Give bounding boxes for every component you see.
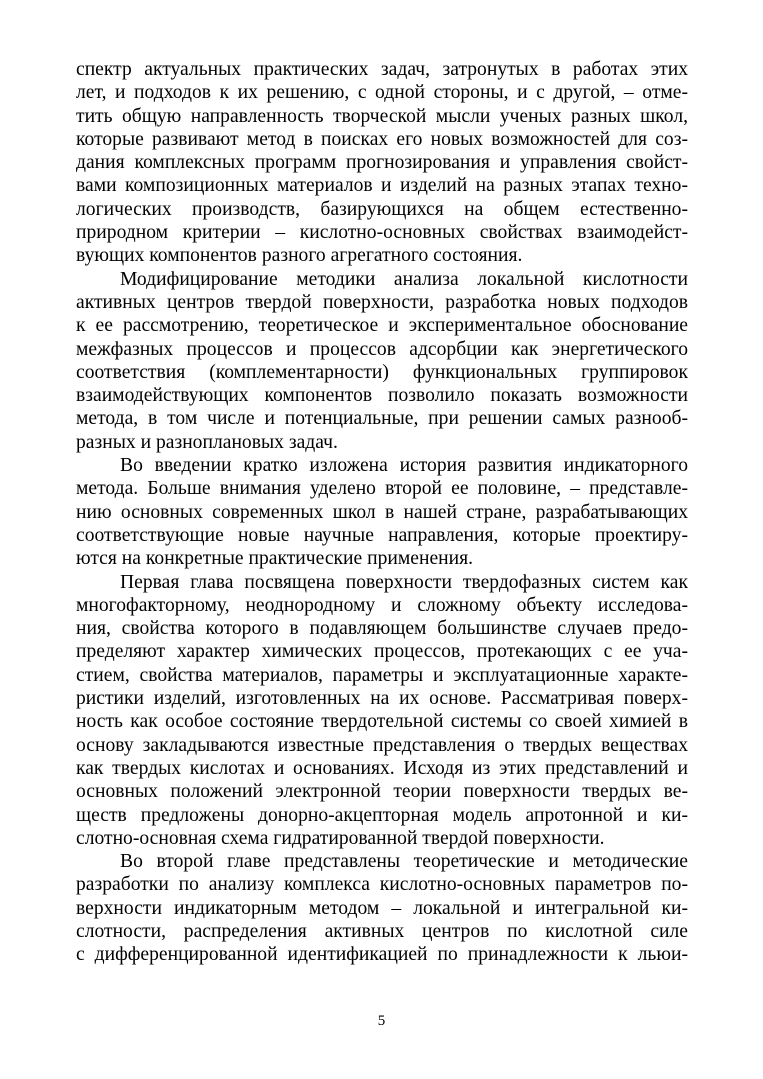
text-line: которые развивают метод в поисках его новых возможностей для соз- <box>76 128 688 150</box>
text-line: активных центров твердой поверхности, разработка новых подходов <box>76 291 688 313</box>
text-line: ность как особое состояние твердотельной системы со своей химией в <box>76 711 688 733</box>
paragraph <box>76 58 688 268</box>
text-line: стием, свойства материалов, параметры и эксплуатационные характе- <box>76 664 688 686</box>
text-line: слотности, распределения активных центров по кислотной силе <box>76 920 688 942</box>
text-line: вами композиционных материалов и изделий на разных этапах техно- <box>76 175 688 197</box>
text-line: межфазных процессов и процессов адсорбции как энергетического <box>76 338 688 360</box>
text-line: верхности индикаторным методом – локальной и интегральной ки- <box>76 897 688 919</box>
text-line: Модифицирование методики анализа локальной кислотности <box>120 268 688 290</box>
paragraph <box>76 571 688 851</box>
text-line: лет, и подходов к их решению, с одной стороны, и с другой, – отме- <box>76 82 688 104</box>
text-line: взаимодействующих компонентов позволило показать возможности <box>76 385 688 407</box>
text-line: разных и разноплановых задач. <box>76 431 338 453</box>
text-line: вующих компонентов разного агрегатного состояния. <box>76 245 523 267</box>
paragraph <box>76 268 688 454</box>
text-line: многофакторному, неоднородному и сложному объекту исследова- <box>76 594 688 616</box>
page-number: 5 <box>377 1013 386 1029</box>
paragraph <box>76 850 688 966</box>
text-line: ния, свойства которого в подавляющем большинстве случаев предо- <box>76 618 688 640</box>
text-line: пределяют характер химических процессов, протекающих с ее уча- <box>76 641 688 663</box>
text-line: спектр актуальных практических задач, затронутых в работах этих <box>76 59 688 80</box>
text-line: метода, в том числе и потенциальные, при решении самых разнооб- <box>76 408 688 430</box>
text-line: соответствия (комплементарности) функциональных группировок <box>76 361 688 383</box>
text-line: логических производств, базирующихся на общем естественно- <box>76 198 688 220</box>
text-line: Первая глава посвящена поверхности твердофазных систем как <box>120 571 688 593</box>
text-line: разработки по анализу комплекса кислотно-основных параметров по- <box>76 874 688 896</box>
text-line: слотно-основная схема гидратированной твердой поверхности. <box>76 827 605 849</box>
document-body <box>76 58 688 967</box>
text-line: Во второй главе представлены теоретические и методические <box>120 851 688 873</box>
paragraph <box>76 454 688 570</box>
text-line: Во введении кратко изложена история развития индикаторного <box>120 455 688 477</box>
text-line: ются на конкретные практические применения. <box>76 548 474 570</box>
text-line: к ее рассмотрению, теоретическое и экспериментальное обоснование <box>76 315 688 337</box>
text-line: дания комплексных программ прогнозирования и управления свойст- <box>76 152 688 174</box>
text-line: нию основных современных школ в нашей стране, разрабатывающих <box>76 501 688 523</box>
text-line: природном критерии – кислотно-основных свойствах взаимодейст- <box>76 222 688 244</box>
text-line: с дифференцированной идентификацией по принадлежности к льюи- <box>76 944 688 966</box>
text-line: метода. Больше внимания уделено второй ее половине, – представле- <box>76 478 688 500</box>
text-line: основных положений электронной теории поверхности твердых ве- <box>76 781 688 803</box>
text-line: ществ предложены донорно-акцепторная модель апротонной и ки- <box>76 804 688 826</box>
text-line: как твердых кислотах и основаниях. Исходя из этих представлений и <box>76 757 688 779</box>
text-line: основу закладываются известные представления о твердых веществах <box>76 734 688 756</box>
text-line: тить общую направленность творческой мысли ученых разных школ, <box>76 105 688 127</box>
text-line: ристики изделий, изготовленных на их основе. Рассматривая поверх- <box>76 688 688 710</box>
text-line: соответствующие новые научные направления, которые проектиру- <box>76 524 688 546</box>
